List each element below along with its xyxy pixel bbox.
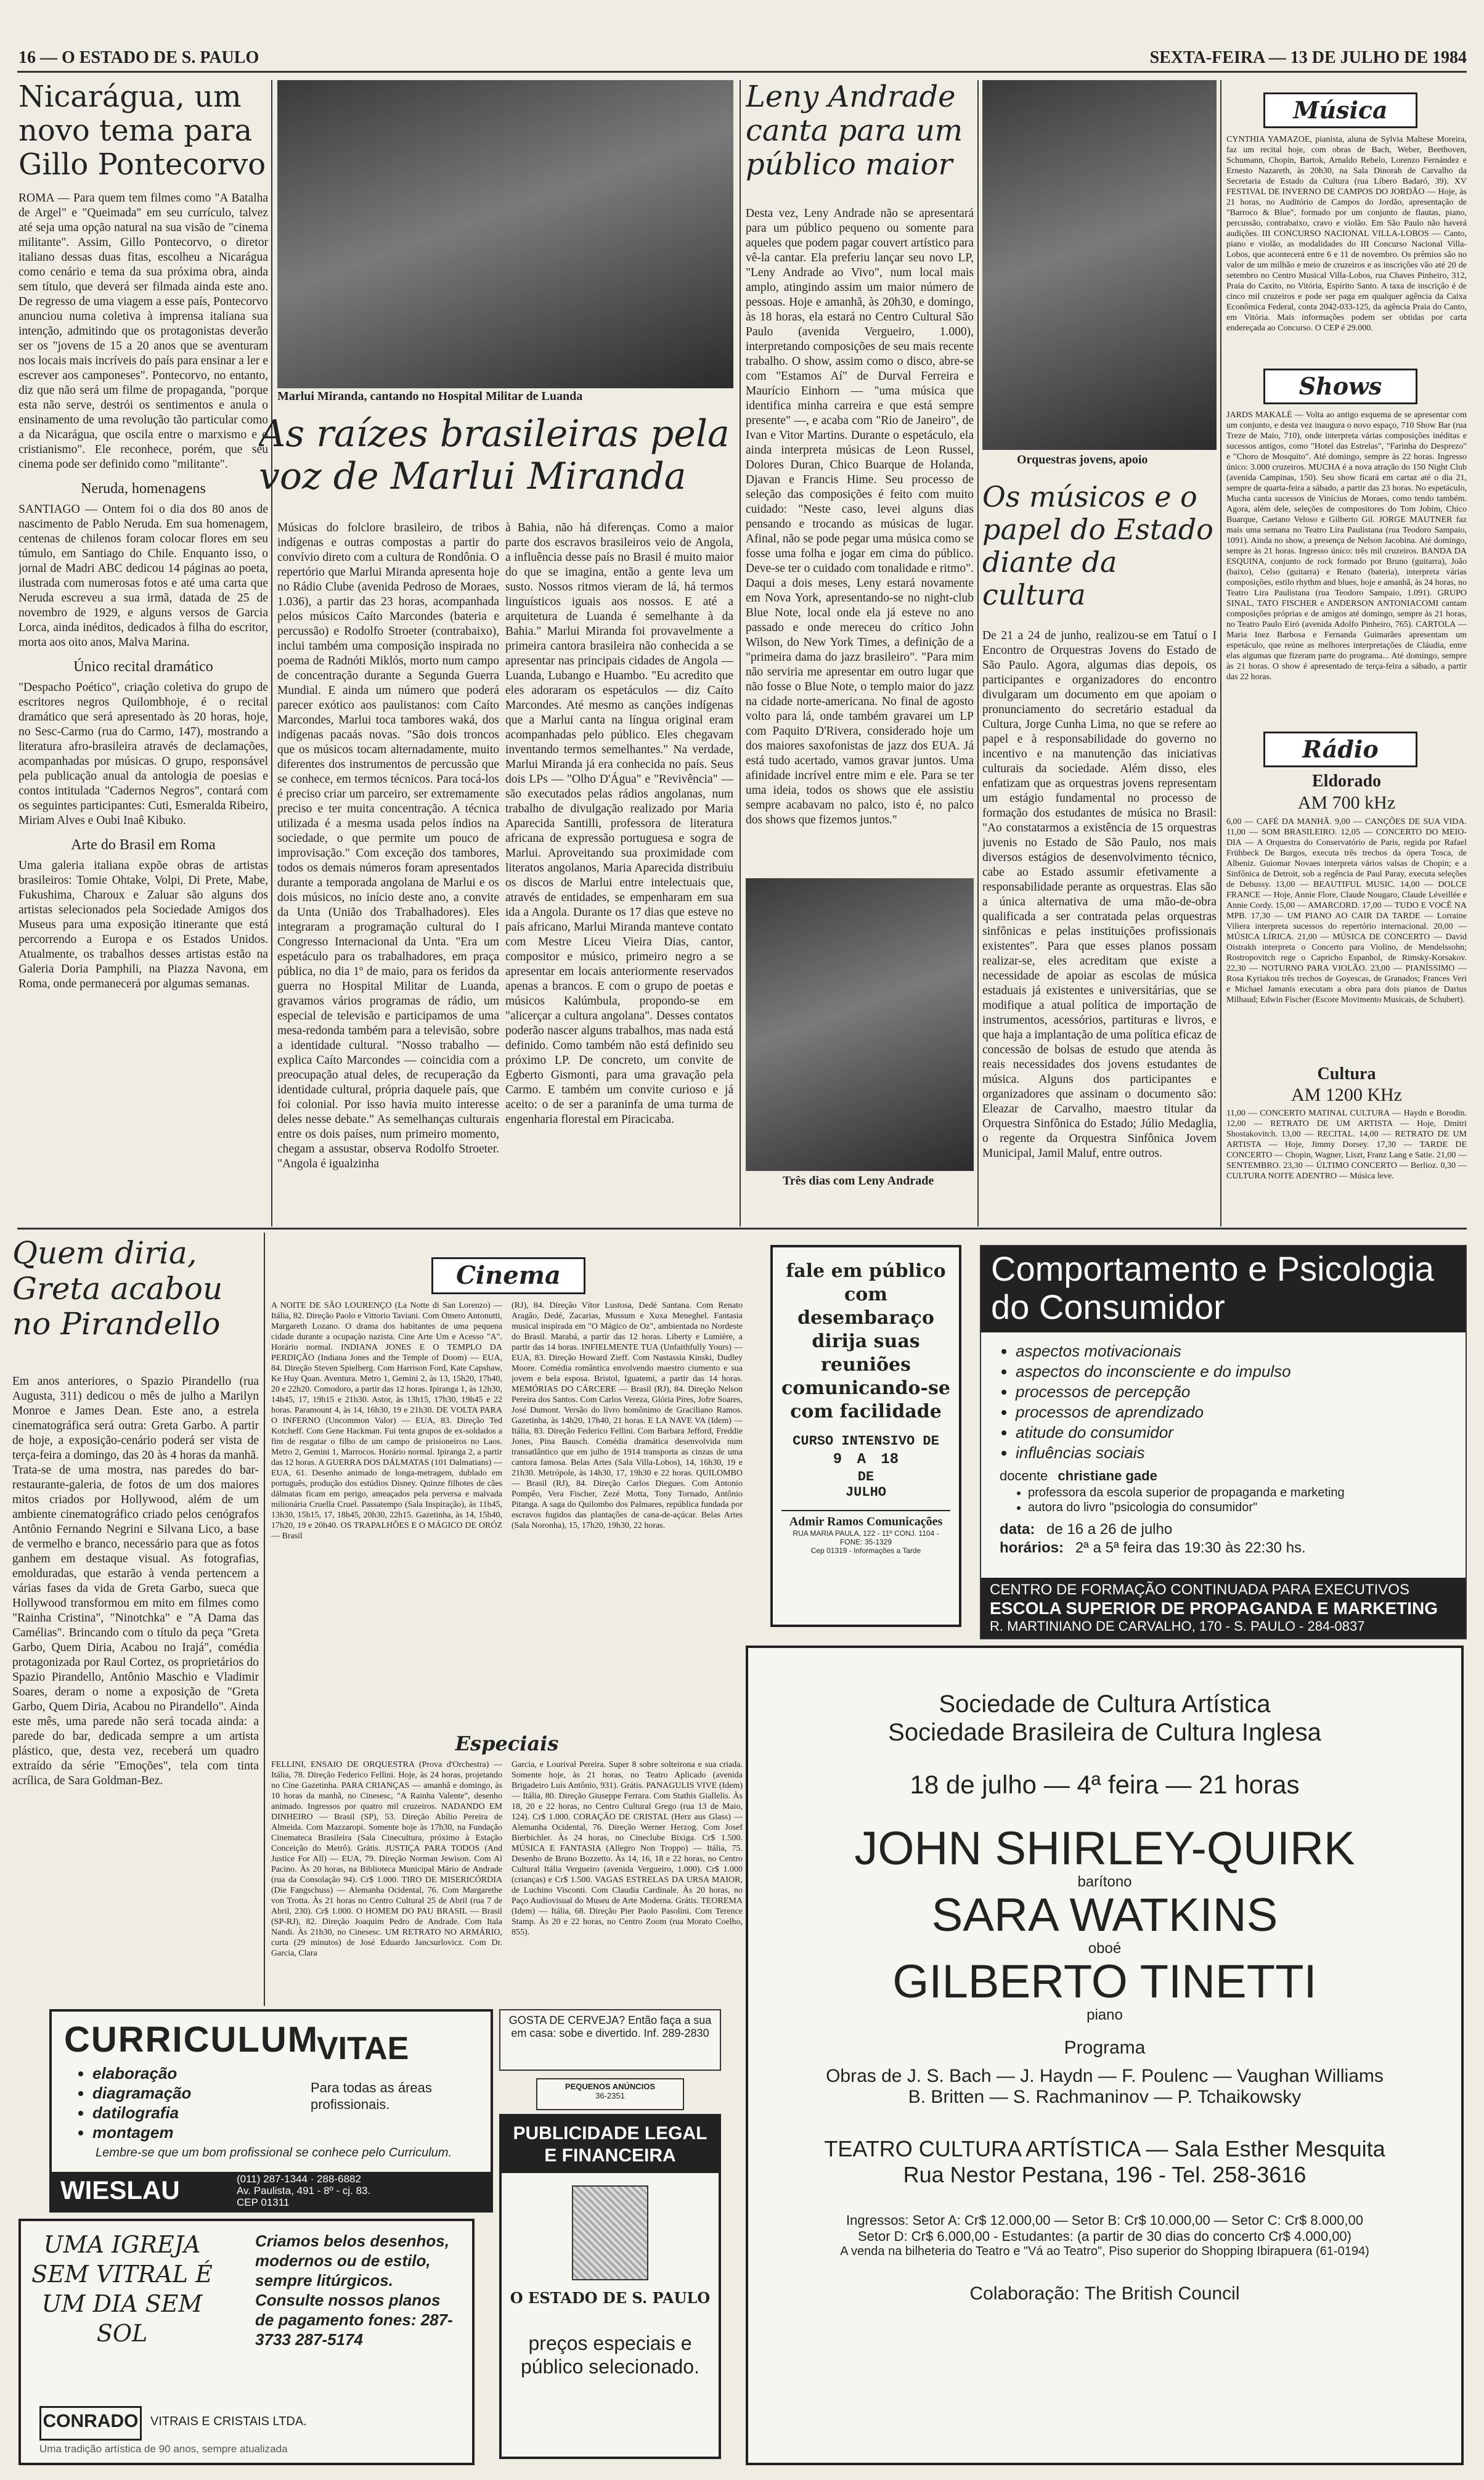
performer-2-role: oboé [1088,1940,1122,1957]
leny-caption: Três dias com Leny Andrade [783,1174,934,1188]
marlui-title: As raízes brasileiras pela voz de Marlui Miranda [259,413,730,498]
cultura-body: 11,00 — CONCERTO MATINAL CULTURA — Haydn e Borodin. 12,00 — RETRATO DE UM ARTISTA — Hoje, Dmitri Shostakovitch. 13,00 — RECITAL. 14,00 — RETRATO DE UM ARTISTA — Hoje, Jimmy Dorsey. 17,30 — TARDE DE CONCERTO — Chopin, Wagner, Liszt, Franz Lang e Satie. 21,00 — SENTEMBRO. 23,30 — ÚLTIMO CONCERTO — Berlioz. 0,30 — CULTURA NOITE ADENTRO — Música leve. [1226,1109,1467,1181]
publicidade-ad [499,2114,721,2459]
cinema-col-1: A NOITE DE SÃO LOURENÇO (La Notte di San Lorenzo) — Itália, 82. Direção Paolo e Vittorio Taviani. Com Omero Antonutti, Margareth Lozano. O drama dos habitantes de uma pequena cidade durante a ocupação nazista. Cine Arte Um e Acesso "A". Horário normal. INDIANA JONES E O TEMPLO DA PERDIÇÃO (Indiana Jones and the Temple of Doom) — EUA, 84. Direção Steven Spielberg. Com Harrison Ford, Kate Capshaw, Ke Huy Quan. Aventura. Metro 1, Gemini 2, às 13, 15h20, 17h40, 20 e 22h20. Comodoro, a partir das 12 horas. Ipiranga 1, às 12h30, 14h45, 17, 19h15 e 21h30. Astor, às 13h15, 17h30, 19h45 e 22 horas. Paramount 4, às 14, 16h30, 19 e 21h30. DE VOLTA PARA O INFERNO (Uncommon Valor) — EUA, 83. Direção Ted Kotcheff. Com Gene Hackman. Fui tenta grupos de ex-soldados a fim de resgatar o filho de um campo de prisioneiros no Laos. Metro 2, Gemini 1, Marrocos. Horário normal. Ipiranga 2, a partir das 12 horas. A GUERRA DOS DÁLMATAS (101 Dalmatians) — EUA, 61. Desenho animado de longa-metragem, dublado em português, produção dos estúdios Disney. Quinze filhotes de cães dálmatas ficam em perigo, ameaçados pela perversa e malvada milionária Cruella Cruel. Passatempo (Sala Inspiração), às 11h45, 13h30, 15h15, 17, 18h45, 20h30, 22h15. Gazetinha, às 14, 15h40, 17h20, 19 e 20h40. OS TRAPALHÕES E O MÁGICO DE ORÓZ — Brasil [271,1301,502,1541]
concert-collab: Colaboração: The British Council [969,2283,1240,2304]
docente-bullet: • professora da escola superior de propaganda e marketing [1028,1485,1453,1500]
page-header-right: SEXTA-FEIRA — 13 DE JULHO DE 1984 [1149,48,1467,67]
performer-3-role: piano [1086,2007,1123,2023]
orquestras-title: Os músicos e o papel do Estado diante da cultura [982,481,1213,611]
leny-body: Desta vez, Leny Andrade não se apresentará para um público pequeno ou somente para aqueles que podem pagar couvert artístico para vê-la cantar. Ela preferiu lançar seu novo LP, "Leny Andrade ao Vivo", num local mais amplo, atingindo assim um maior número de pessoas. Hoje e amanhã, às 20h30, e domingo, às 18 horas, ela estará no Centro Cultural São Paulo (avenida Vergueiro, 1.000), interpretando composições de seu mais recente trabalho. O show, assim como o disco, abre-se com "Estamos Aí" de Durval Ferreira e Maurício Einhorn — "uma música que identifica minha carreira e que está sempre presente" —, e acaba com "Rio de Janeiro", de Ivan e Vitor Martins. Durante o espetáculo, ela ainda interpreta músicas de Leon Russel, Dolores Duran, Chico Buarque de Holanda, Djavan e Francis Hime. Seu processo de seleção das composições é feito com muito cuidado: "Neste caso, levei alguns dias pensando e trocando as músicas de lugar. Afinal, não se pode pegar uma música como se fosse uma folha e jogar em cima do público. Deve-se ter o cuidado com tonalidade e ritmo". Daqui a dois meses, Leny estará novamente em Nova York, apresentando-se no night-club Blue Note, local onde ela já esteve no ano passado e onde mereceu do crítico John Wilson, do New York Times, a definição de a "primeira dama do jazz brasileiro". "Para mim não serviria me apresentar em outro lugar que não fosse o Blue Note, o templo maior do jazz na cidade norte-americana. No final de agosto volto para lá, onde também gravarei um LP com Paquito D'Rivera, considerado hoje um dos maiores saxofonistas de jazz dos EUA. Já está tudo acertado, vamos gravar juntos. Uma afinidade incrível entre mim e ele. Para se ter uma ideia, todos os shows que ele assistiu sempre acabavam no palco, isto é, no palco dos shows que fizemos juntos." [746,207,974,826]
horario-line [1000,1540,1447,1557]
topic-item: • influências sociais [1016,1443,1453,1463]
curso-day-end: 18 [881,1451,899,1468]
service-item: • montagem [92,2123,191,2142]
page-header-left: 16 — O ESTADO DE S. PAULO [18,48,259,67]
shows-header: Shows [1263,369,1417,404]
docente-line [1000,1468,1447,1484]
greta-title: Quem diria, Greta acabou no Pirandello [12,1236,223,1342]
concert-address: Rua Nestor Pestana, 196 - Tel. 258-3616 [903,2162,1307,2187]
curriculum-ad [49,2009,493,2213]
docente-bullets [1012,1485,1453,1515]
concert-program-label: Programa [1064,2037,1146,2058]
cinema-col-2: (RJ), 84. Direção Vítor Lustosa, Dedé Santana. Com Renato Aragão, Dedé, Zacarias, Mussum e Xuxa Meneghel. Fantasia musical inspirada em "O Mágico de Oz", ambientada no Nordeste do Brasil. Marabá, a partir das 12 horas. Liberty e Lumière, a partir das 14 horas. INFIELMENTE TUA (Unfaithfully Yours) — EUA, 83. Direção Howard Zieff. Com Nastassia Kinski, Dudley Moore. Comédia romântica envolvendo maestro ciumento e sua jovem e bela esposa. Bristol, Iguatemi, a partir das 14 horas. MEMÓRIAS DO CÁRCERE — Brasil (RJ), 84. Direção Nelson Pereira dos Santos. Com Carlos Vereza, Glória Pires, Jofre Soares, José Dumont. Versão do livro homônimo de Graciliano Ramos. Gazetinha, às 14h20, 17h40, 21 horas. E LA NAVE VA (Idem) — Itália, 83. Direção Federico Fellini. Com Barbara Jefford, Freddie Jones, Pina Bausch. Comédia dramática desenvolvida num transatlântico que em julho de 1914 transporta as cinzas de uma cantora famosa. Belas Artes (Sala Villa-Lobos), 14, 16h30, 19 e 21h30. Metrópole, às 14h30, 17, 19h30 e 22 horas. QUILOMBO — Brasil (RJ), 84. Direção Carlos Diegues. Com Antonio Pompêo, Vera Fischer, Zezé Motta, Tony Tornado, Antônio Pitanga. A saga do Quilombo dos Palmares, república fundada por escravos fugidos das plantações de cana-de-açúcar. Belas Artes (Sala Noronha), 15, 17h20, 19h30, 22 horas. [512,1301,743,1530]
eldorado-title: Eldorado [1311,772,1382,791]
performer-3: GILBERTO TINETTI [892,1956,1317,2008]
neruda-title: Neruda, homenagens [81,480,206,497]
recital-title: Único recital dramático [73,658,213,675]
performer-2: SARA WATKINS [931,1889,1278,1941]
data-line [1000,1521,1447,1538]
concert-sales: A venda na bilheteria do Teatro e "Vá ao Teatro", Piso superior do Shopping Ibirapuera (61-0194) [840,2245,1369,2258]
curso-subtitle: CURSO INTENSIVO DE [793,1434,939,1449]
concert-venue: TEATRO CULTURA ARTÍSTICA — Sala Esther Mesquita [824,2136,1385,2161]
marlui-body-1: Músicas do folclore brasileiro, de tribos indígenas e outras compostas a partir do convívio direto com a cultura de Rondônia. O repertório que Marlui Miranda apresenta hoje no Rádio Clube (avenida Pedroso de Moraes, 1.036), a partir das 23 horas, acompanhada pelos músicos Caíto Marcondes (bateria e percussão) e Rodolfo Stroeter (contrabaixo), inclui também uma composição inspirada no poema de Radnóti Miklós, morto num campo de concentração durante a Segunda Guerra Mundial. E ainda um número que poderá parecer exótico aos paulistanos: com Caíto Marcondes, Marlui toca tambores waká, dos indígenas pacaás novas. "São dois troncos que os músicos tocam alternadamente, muito diferentes dos instrumentos de percussão que se conhece, em termos técnicos. Para tocá-los é preciso criar um parceiro, ser extremamente preciso e ter muita concentração. A técnica utilizada é a mesma usada pelos índios na sociedade, o que permite um pouco de improvisação." Com exceção dos tambores, todos os demais números foram apresentados durante a temporada angolana de Marlui e os dois músicos, no início deste ano, a convite da Unta (União dos Trabalhadores). Eles integraram a programação cultural do I Congresso Internacional da Unta. "Era um espetáculo para os trabalhadores, em praça pública, no dia 1º de maio, para os feridos da guerra no Hospital Militar de Luanda, gravamos vários programas de rádio, um especial de televisão e participamos de uma mesa-redonda também para a televisão, sobre a identidade cultural. "Nosso trabalho — explica Caíto Marcondes — coincidia com a preocupação atual deles, de recuperação da identidade cultural, própria daquele país, que foi colonial. Por isso havia muito interesse deles nesse debate." As semelhanças culturais entre os dois países, num primeiro momento, chegam a assustar, observa Rodolfo Stroeter. "Angola é igualzinha [277,521,499,1170]
curso-a: A [857,1451,866,1468]
marlui-caption: Marlui Miranda, cantando no Hospital Militar de Luanda [277,390,583,403]
topic-item: • processos de percepção [1016,1382,1453,1402]
comportamento-ad [980,1245,1467,1639]
column-divider [264,1233,265,2006]
nicaragua-title: Nicarágua, um novo tema para Gillo Pontecorvo [18,80,266,182]
orquestras-body: De 21 a 24 de junho, realizou-se em Tatuí o I Encontro de Orquestras Jovens do Estado de São Paulo. Agora, algumas dias depois, os participantes e organizadores do encontro divulgaram um documento em que apoiam o pronunciamento do secretário estadual da Cultura, Jorge Cunha Lima, no que se refere ao papel e à responsabilidade do governo no incentivo e na manutenção das iniciativas culturais da sociedade. Além disso, eles enfatizam que as orquestras jovens representam um estágio fundamental no processo de formação dos estudantes de música no Brasil: "Ao constatarmos a existência de 15 orquestras juvenis no Estado de São Paulo, nos mais diversos estágios de desenvolvimento técnico, cabe ao Estado assumir efetivamente a responsabilidade perante as orquestras. Elas são a única alternativa de uma mão-de-obra qualificada a ser contratada pelas orquestras sinfônicas e pelas instituições profissionais existentes". Para que esses planos possam realizar-se, eles acreditam que existe a necessidade de apoiar as escolas de música estaduais já existentes e universitárias, que se modifique a atual política de importação de instrumentos, acessórios, partituras e livros, e que haja a implantação de uma política eficaz de concessão de bolsas de estudo que atenda às reais necessidades dos jovens estudantes de música. Alguns dos participantes e organizadores que assinam o documento são: Eleazar de Carvalho, maestro titular da Orquestra Sinfônica do Estado; Júlio Medaglia, o regente da Orquestra Sinfônica Jovem Municipal, Jamil Maluf, entre outros. [982,629,1217,1160]
vitae-title: VITAE [317,2031,409,2066]
nicaragua-body: ROMA — Para quem tem filmes como "A Batalha de Argel" e "Queimada" em seu currículo, talvez até seja uma opção natural na sua visão de "cinema militante". Assim, Gillo Pontecorvo, o diretor italiano dessas duas fitas, escolheu a Nicarágua como cenário e tema da sua próxima obra, ainda sem título, que deverá ser filmada ainda este ano. De regresso de uma viagem a esse país, Pontecorvo anunciou numa coletiva à imprensa italiana sua intenção, admitindo que os protagonistas deverão ser os "jovens de 15 a 20 anos que se aventuram nos locais mais incríveis do país para ensinar a ler e escrever aos camponeses". Pontecorvo, no entanto, diz que não será um filme de propaganda, "porque esta não serve, destrói os sentimentos e anula o ensinamento de uma revolução tão particular como a da Nicarágua, que oscila entre o marxismo e o cristianismo". Ele reconhece, porém, que seu cinema pode ser definido como "militante". [18,191,268,471]
docente-name: christiane gade [1058,1468,1157,1483]
orquestras-photo [982,80,1217,450]
concert-org-2: Sociedade Brasileira de Cultura Inglesa [888,1719,1321,1746]
curriculum-services [76,2063,191,2142]
concert-ad [746,1646,1464,2465]
curso-headline: fale em público com desembaraço dirija suas reuniões comunicando-se com facilidade [781,1260,950,1422]
service-item: • datilografia [92,2103,191,2123]
docente-label: docente [1000,1468,1048,1483]
shows-body: JARDS MAKALÉ — Volta ao antigo esquema de se apresentar com um conjunto, e desta vez inaugura o novo espaço, 710 Show Bar (rua Treze de Maio, 710), onde interpreta várias composições inéditas e sucessos antigos, como "Hotel das Estrelas", "Farinha do Desprezo" e "Choro de Mosquito". Até domingo, sempre às 22 horas. Ingresso único: 3.000 cruzeiros. MUCHA é a nova atração do 150 Night Club (avenida Campinas, 150). Seu show ficará em cartaz até o dia 21, sempre de quarta-feira a sábado, a partir das 23 horas. No espetáculo, Mucha canta sucessos de Vinícius de Moraes, como tendo também. Agora, além dele, seleções de compositores do Tom Jobim, Chico Buarque, Caetano Veloso e Gilberto Gil. JORGE MAUTNER faz mais uma semana no Teatro Lira Paulistana (rua Teodoro Sampaio, 1091). Ainda no show, a presença de Nelson Jacobina. Até domingo, sempre às 21 horas. Ingresso único: três mil cruzeiros. BANDA DA ESQUINA, conjunto de rock formado por Bruno (guitarra), João (baixo), Celso (guitarra) e Renato (bateria), interpreta várias composições, estilo rhythm and blues, hoje e amanhã, às 24 horas, no Teatro Lira Paulistana (rua Teodoro Sampaio, 1.091). GRUPO SINAL, TATO FISCHER e ANDERSON ANTONIACOMI cantam composições próprias e de amigos até domingo, sempre às 21 horas, no Teatro Paulo Eiró (avenida Adolfo Pinheiro, 765). CARTOLA — Maria Inez Barbosa e Fernanda Guimarães apresentam um espetáculo, que reúne as melhores interpretações de Cláudia, entre elas algumas que fizeram parte do programa... Até domingo, sempre às 21 horas. O show é apresentado de terça-feira a sábado, a partir das 22 horas. [1226,410,1467,682]
column-divider [1220,80,1221,1226]
data-label: data: [1000,1521,1035,1538]
curso-month: JULHO [845,1485,886,1500]
service-item: • diagramação [92,2083,191,2103]
eldorado-freq: AM 700 kHz [1297,793,1396,813]
curso-ad [770,1245,961,1627]
roma-body: Uma galeria italiana expõe obras de artistas brasileiros: Tomie Ohtake, Volpi, Di Prete, Mabe, Fukushima, Charoux e Zaluar são alguns dos artistas selecionados pela Sociedade Amigos dos Museus para uma exposição itinerante que está percorrendo a Europa e os Estados Unidos. Atualmente, os trabalhos desses artistas estão na Galeria Doria Pamphili, na Piazza Navona, em Roma, onde permanecerá por algumas semanas. [18,859,268,990]
section-rule [17,1228,1467,1230]
concert-org-1: Sociedade de Cultura Artística [939,1691,1271,1718]
column-divider [271,80,272,1226]
cinema-header: Cinema [431,1257,585,1294]
column-divider [977,80,979,1226]
conrado-brand: CONRADO [39,2406,142,2441]
topic-item: • atitude do consumidor [1016,1422,1453,1443]
concert-prices-2: Setor D: Cr$ 6.000,00 - Estudantes: (a partir de 30 dias do concerto Cr$ 4.000,00) [857,2229,1352,2244]
conrado-sub: VITRAIS E CRISTAIS LTDA. [150,2415,307,2428]
topic-item: • aspectos do inconsciente e do impulso [1016,1361,1453,1382]
especiais-col-1: FELLINI, ENSAIO DE ORQUESTRA (Prova d'Orchestra) — Itália, 78. Direção Federico Fellini. Hoje, às 24 horas, projetando no Cine Gazetinha. PARA CRIANÇAS — amanhã e domingo, às 10 horas da manhã, no Cinesesc, "A Rainha Valente", desenho animado. Ingressos por quatro mil cruzeiros. NADANDO EM DINHEIRO — Brasil (SP), 53. Direção Abílio Pereira de Almeida. Com Mazzaropi. Somente hoje às 17h30, na Fundação Cinemateca Brasileira (Sala Cinecultura, próximo à Estação Conceição do Metrô). Grátis. JUSTIÇA PARA TODOS (And Justice For All) — EUA, 79. Direção Norman Jewison. Com Al Pacino. Às 20 horas, na Biblioteca Municipal Mário de Andrade (rua da Consolação 94). Cr$ 1.000. TIRO DE MISERICÓRDIA (Die Fangschuss) — Alemanha Ocidental, 76. Com Margarethe von Trotta. Às 21 horas no Centro Cultural 25 de Abril (rua 7 de Abril, 230). Cr$ 1.000. O HOMEM DO PAU BRASIL — Brasil (SP-RJ), 82. Direção Joaquim Pedro de Andrade. Com Itala Nandi. Às 21h30, no Cinesesc. UM RETRATO NO ARMÁRIO, curta (29 minutos) de José Eduardo Jancsurlovicz. Com Dr. Garcia, Clara [271,1760,502,1958]
performer-1-role: barítono [1077,1874,1132,1890]
column-divider [740,80,741,1226]
header-rule [17,71,1467,73]
horario-label: horários: [1000,1540,1064,1556]
wieslau-brand: WIESLAU [60,2176,180,2205]
radio-header: Rádio [1263,732,1417,767]
musica-body: CYNTHIA YAMAZOE, pianista, aluna de Sylvia Maltese Moreira, faz um recital hoje, com obras de Bach, Weber, Beethoven, Schumann, Chopin, Bartok, Arnaldo Rebelo, Lorenzo Fernández e Ernesto Nazareth, às 20h30, na Sala Dinorah de Carvalho da Secretaria de Estado da Cultura (rua Líbero Badaró, 39). XV FESTIVAL DE INVERNO DE CAMPOS DO JORDÃO — Hoje, às 21 horas, no Auditório de Campos do Jordão, apresentação de "Barroco & Blue", formado por um conjunto de flautas, piano, percussão, contrabaixo, cravo e violão. Em São Paulo não haverá audições. III CONCURSO NACIONAL VILLA-LOBOS — Canto, piano e violão, as modalidades do III Concurso Nacional Villa-Lobos, que acontecerá entre 6 e 11 de novembro. Os prêmios são no valor de um milhão e meio de cruzeiros e as inscrições vão até 20 de setembro no Centro Musical Villa-Lobos, rua Chaves Pinheiro, 312, Praia do Caxito, no Vitória, Espírito Santo. A taxa de inscrição é de cinco mil cruzeiros e pode ser paga em qualquer agência da Caixa Econômica Federal, conta 2042-033-125, da agência Praia do Canto, em Vitória. Mais informações podem ser obtidas por carta endereçada ao Concurso. O CEP é 29.000. [1226,135,1467,333]
neruda-body: SANTIAGO — Ontem foi o dia dos 80 anos de nascimento de Pablo Neruda. Em sua homenagem, centenas de chilenos foram colocar flores em seu túmulo, em Santiago do Chile. Enquanto isso, o jornal de Madri ABC dedicou 14 páginas ao poeta, ilustrada com numerosas fotos e até uma carta que Neruda escreveu a sua irmã, datada de 25 de novembro de 1929, e alguns versos de Garcia Lorca, ainda inéditos, dedicados à filha do escritor, morta aos oito anos, Malva Marina. [18,502,268,649]
newspaper-emblem [572,2185,648,2280]
igreja-text: Criamos belos desenhos, modernos ou de estilo, sempre litúrgicos. Consulte nossos planos de pagamento fones: 287-3733 287-5174 [255,2232,453,2349]
data-value: de 16 a 26 de julho [1046,1521,1173,1538]
curso-company: Admir Ramos Comunicações [781,1510,950,1529]
concert-works-2: B. Britten — S. Rachmaninov — P. Tchaikowsky [908,2087,1302,2107]
curriculum-phone: (011) 287-1344 · 288-6882 [237,2173,361,2185]
topic-item: • processos de aprendizado [1016,1402,1453,1422]
recital-body: "Despacho Poético", criação coletiva do grupo de escritores negros Quilombhoje, é o recital dramático que será apresentado às 20 horas, hoje, no Sesc-Carmo (rua do Carmo, 147), mostrando a literatura afro-brasileira através de declamações, acompanhadas por músicas. O grupo, responsável pela publicação anual da antologia de poesias e contos intitulada "Cadernos Negros", contará com os seguintes participantes: Cuti, Esmeralda Ribeiro, Miriam Alves e Oubi Inaê Kibuko. [18,680,268,827]
curso-de: DE [857,1469,874,1485]
orquestras-caption: Orquestras jovens, apoio [1017,453,1148,467]
docente-bullet: • autora do livro "psicologia do consumidor" [1028,1500,1453,1515]
conrado-tagline: Uma tradição artística de 90 anos, sempre atualizada [39,2443,288,2455]
service-item: • elaboração [92,2063,191,2083]
cultura-title: Cultura [1317,1064,1376,1083]
curriculum-title: CURRICULUM [64,2020,319,2060]
curso-dates [781,1451,950,1469]
igreja-ad [18,2219,475,2465]
footer-line-2: ESCOLA SUPERIOR DE PROPAGANDA E MARKETING [990,1599,1438,1618]
leny-title: Leny Andrade canta para um público maior [746,80,963,182]
column-1 [18,80,268,1220]
horario-value: 2ª a 5ª feira das 19:30 às 22:30 hs. [1075,1540,1306,1556]
curso-day-start: 9 [833,1451,842,1468]
comportamento-topics [1000,1341,1453,1463]
comportamento-title: Comportamento e Psicologia do Consumidor [981,1246,1466,1332]
publicidade-paper: O ESTADO DE S. PAULO [510,2289,711,2307]
performer-1: JOHN SHIRLEY-QUIRK [854,1822,1355,1875]
marlui-photo [277,80,733,388]
curriculum-quote: Lembre-se que um bom profissional se conhece pelo Curriculum. [95,2146,452,2160]
especiais-col-2: Garcia, e Lourival Pereira. Super 8 sobre solteirona e sua criada. Somente hoje, às 21 horas, no Teatro Aplicado (avenida Brigadeiro Luís Antônio, 931). Grátis. PANAGULIS VIVE (Idem) — Itália, 80. Direção Giuseppe Ferrara. Com Stathis Giallelis. Às 18, 20 e 22 horas, no Centro Cultural Grego (rua 13 de Maio, 124). Cr$ 1.000. CORAÇÃO DE CRISTAL (Herz aus Glass) — Alemanha Ocidental, 76. Direção Werner Herzog. Com Josef Bierbichler. Às 24 horas, no Cineclube Bixiga. Cr$ 1.500. MÚSICA E FANTASIA (Allegro Non Troppo) — Itália, 75. Desenho de Bruno Bozzetto. Às 14, 16, 18 e 22 horas, no Centro Cultural Itália Vergueiro (avenida Vergueiro, 1.000). Cr$ 1.000 (crianças) e Cr$ 1.500. VAGAS ESTRELAS DA URSA MAIOR, de Luchino Visconti. Com Claudia Cardinale. Às 20 horas, no Paço Audiovisual do Museu de Arte Moderna. Grátis. TEOREMA (Idem) — Itália, 68. Direção Pier Paolo Pasolini. Com Terence Stamp. Às 20 e 22 horas, no Centro Zoom (rua Morato Coelho, 855). [512,1760,743,1937]
marlui-body-2: à Bahia, não há diferenças. Como a maior parte dos escravos brasileiros veio de Angola, a influência desse país no Brasil é muito maior do que se imagina, então a gente leva um susto. Nossos ritmos vieram de lá, há termos linguísticos iguais aos nossos. E até a arquitetura de Luanda é semelhante à da Bahia." Marlui Miranda foi provavelmente a primeira cantora brasileira não conhecida a se apresentar nas principais cidades de Angola — Luanda, Lubango e Huambo. "Eu acredito que eles adoraram os espetáculos — diz Caíto Marcondes. Até mesmo as canções indígenas que a Marlui canta na língua original eram acompanhadas pelo público. Eles chegavam inventando termos semelhantes." Na verdade, Marlui Miranda já era conhecida no país. Seus dois LPs — "Olho D'Água" e "Revivência" — são executados pelas rádios angolanas, num trabalho de divulgação realizado por Maria Aparecida Santilli, professora de literatura africana de expressão portuguesa e sogra de Marlui. Aproveitando sua proximidade com literatos angolanos, Maria Aparecida distribuiu os discos de Marlui entre intelectuais que, através de entidades, se empenharam em sua ida a Angola. Durante os 17 dias que esteve no país africano, Marlui Miranda manteve contato com Mestre Liceu Vieira Dias, cantor, compositor e músico, primeiro negro a se apresentar em locais anteriormente reservados apenas a brancos. E com o grupo de poetas e músicos Kalúmbula, propondo-se em "alicerçar a cultura angolana". Desses contatos poderão nascer alguns trabalhos, mas nada está definido. Como também não está definido seu próximo LP. De concreto, um convite de Egberto Gismonti, para uma gravação pela Carmo. E também um convite curioso e já aceito: o de ser a paraninfa de uma turma de engenharia florestal em Piracicaba. [505,521,733,1126]
cerveja-ad: GOSTA DE CERVEJA? Então faça a sua em casa: sobe e divertido. Inf. 289-2830 [499,2009,721,2071]
musica-header: Música [1263,92,1417,128]
pequenos-anuncios-box [536,2078,684,2110]
roma-title: Arte do Brasil em Roma [71,836,216,853]
greta-body: Em anos anteriores, o Spazio Pirandello (rua Augusta, 311) dedicou o mês de julho a Marilyn Monroe e James Dean. Este ano, a estrela cinematográfica será outra: Greta Garbo. A partir de hoje, a exposição-cenário poderá ser vista de terça-feira a domingo, das 20 às 4 horas da manhã. Trata-se de uma mostra, nas paredes do bar-restaurante-galeria, de fotos de um dos maiores mitos criados por Hollywood, além de um ambiente cinematográfico criado pelos cenógrafos Antônio Fernando Negrini e Silvana Lico, a base de vermelho e branco, necessário para que as fotos ganhem em destaque visual. As fotografias, emolduradas, que estarão à venda pertencem a várias fases da vida de Greta Garbo, sueca que Hollywood transformou em mito em filmes como "Rainha Cristina", "Ninotchka" e "A Dama das Camélias". Brincando com o título da peça "Greta Garbo, Quem Diria, Acabou no Irajá", comédia protagonizada por Raul Cortez, os proprietários do Spazio Pirandello, Antônio Maschio e Vladimir Soares, deram o nome a exposição de "Greta Garbo, Quem Diria, Acabou no Pirandello". Ainda este mês, uma parede não será tocada ainda: a parede do bar, dedicada sempre a um artista plástico, que, desta vez, receberá um quadro extraído da série "Emoções", tela com tinta acrílica, de Sara Goldman-Bez. [12,1375,259,1787]
curriculum-cep: CEP 01311 [237,2197,290,2208]
cultura-freq: AM 1200 KHz [1291,1085,1402,1105]
publicidade-text: preços especiais e público selecionado. [521,2332,699,2378]
concert-date: 18 de julho — 4ª feira — 21 horas [910,1770,1300,1799]
concert-works-1: Obras de J. S. Bach — J. Haydn — F. Poulenc — Vaughan Williams [826,2066,1384,2086]
curso-note: Cep 01319 - Informações a Tarde [810,1546,921,1555]
pequenos-anuncios-label: PEQUENOS ANÚNCIOS [565,2082,656,2091]
pequenos-anuncios-phone: 36-2351 [595,2091,625,2100]
curso-address: RUA MARIA PAULA, 122 - 11º CONJ. 1104 - FONE: 35-1329 [793,1529,939,1546]
topic-item: • aspectos motivacionais [1016,1341,1453,1361]
igreja-title: UMA IGREJA SEM VITRAL É UM DIA SEM SOL [31,2231,213,2347]
concert-prices-1: Ingressos: Setor A: Cr$ 12.000,00 — Setor B: Cr$ 10.000,00 — Setor C: Cr$ 8.000,00 [846,2213,1363,2228]
leny-photo [746,878,974,1171]
curriculum-address: Av. Paulista, 491 - 8º - cj. 83. [237,2185,371,2197]
curriculum-footer [52,2172,491,2210]
footer-line-1: CENTRO DE FORMAÇÃO CONTINUADA PARA EXECUTIVOS [990,1581,1409,1598]
footer-line-3: R. MARTINIANO DE CARVALHO, 170 - S. PAULO - 284-0837 [990,1618,1365,1634]
eldorado-body: 6,00 — CAFÉ DA MANHÃ. 9,00 — CANÇÕES DE SUA VIDA. 11,00 — SOM BRASILEIRO. 12,05 — CONCERTO DO MEIO-DIA — A Orquestra do Conservatório de Paris, regida por Rafael Frühbeck De Burgos, executa três trechos da ópera Tosca, de Albeniz. Guiomar Novaes interpreta vários valsas de Chopin; e a Sinfônica de Detroit, sob a regência de Paul Paray, executa seleções de Debussy. 13,00 — BEAUTIFUL MUSIC. 14,00 — DOLCE FRANCE — Hoje, Annie Flore, Claude Nougaro, Claude Léveillée e Annie Cordy. 15,00 — AMARCORD. 17,00 — TUDO E VOCÊ NA MPB. 17,30 — UM PIANO AO CAIR DA TARDE — Lorraine Viliera interpreta sucessos do repertório internacional. 20,00 — MÚSICA LÍRICA. 21,00 — MÚSICA DE CONCERTO — David Oistrakh interpreta o Concerto para Violino, de Mendelssohn; Rostropovitch rege o Capricho Espanhol, de Rimsky-Korsakov. 22,30 — NOTURNO PARA VIOLÃO. 23,00 — PIANÍSSIMO — Rosa Kyriakou três trechos de Goyescas, de Granados; Frances Veri e Michael Jamanis executam a obra para dois pianos de Darius Milhaud; Edwin Fischer (Escore Movimento Musicais, de Schubert). [1226,817,1467,1005]
curriculum-side: Para todas as áreas profissionais. [311,2080,432,2112]
publicidade-title: PUBLICIDADE LEGAL E FINANCEIRA [502,2116,719,2173]
especiais-header: Especiais [455,1732,559,1755]
comportamento-footer [981,1578,1466,1638]
